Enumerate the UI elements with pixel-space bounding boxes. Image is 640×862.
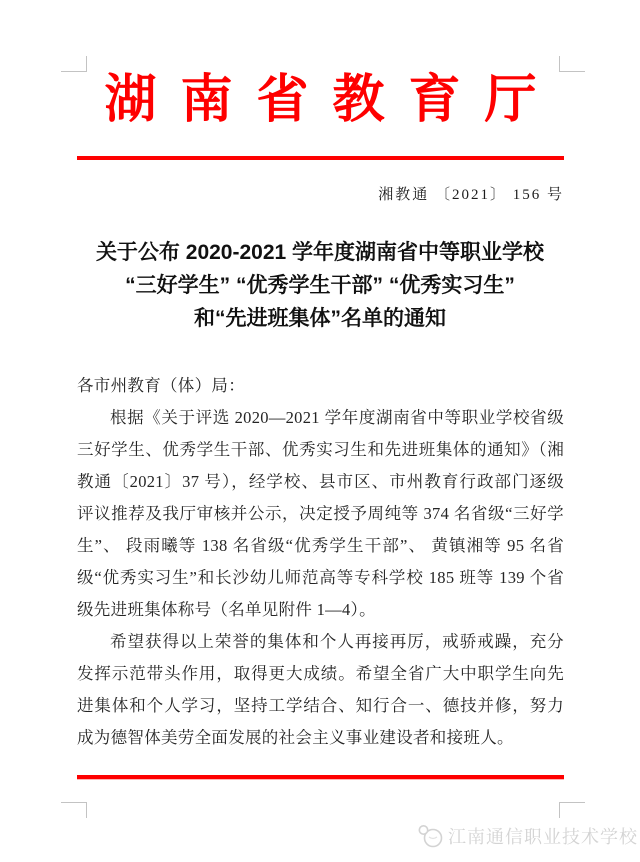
agency-name: 湖南省教育厅 (104, 72, 561, 129)
paragraph-1-line: 生”、 段雨曦等 138 名省级“优秀学生干部”、 黄镇湘等 95 名省 (77, 536, 564, 555)
title-line-3: 和“先进班集体”名单的通知 (194, 307, 446, 330)
watermark-footer (417, 823, 638, 849)
paragraph-1-line: 教通〔2021〕37 号），经学校、县市区、市州教育行政部门逐级 (77, 472, 564, 491)
crop-mark-bottom-right (559, 802, 585, 818)
crop-mark-bottom-left (61, 802, 87, 818)
paragraph-1-line: 级先进班集体称号（名单见附件 1—4）。 (77, 600, 376, 619)
title-line-2: “三好学生” “优秀学生干部” “优秀实习生” (125, 274, 515, 297)
notice-body (77, 370, 564, 754)
salutation: 各市州教育（体）局： (77, 376, 245, 395)
title-line-1: 关于公布 2020-2021 学年度湖南省中等职业学校 (95, 241, 545, 264)
notice-title (50, 236, 590, 335)
header-separator-rule (77, 156, 564, 160)
school-logo-icon (417, 823, 443, 849)
paragraph-2-line: 发挥示范带头作用，取得更大成绩。希望全省广大中职学生向先 (77, 664, 564, 683)
paragraph-1-line: 三好学生、优秀学生干部、优秀实习生和先进班集体的通知》（湘 (77, 440, 564, 459)
footer-separator-rule (77, 775, 564, 779)
paragraph-2-line: 进集体和个人学习，坚持工学结合、知行合一、德技并修，努力 (77, 696, 564, 715)
paragraph-2-line: 成为德智体美劳全面发展的社会主义事业建设者和接班人。 (77, 728, 514, 747)
paragraph-1-line: 根据《关于评选 2020—2021 学年度湖南省中等职业学校省级 (110, 408, 564, 427)
paragraph-2-line: 希望获得以上荣誉的集体和个人再接再厉，戒骄戒躁，充分 (110, 632, 564, 651)
paragraph-1-line: 评议推荐及我厅审核并公示，决定授予周纯等 374 名省级“三好学 (77, 504, 564, 523)
document-number: 湘教通 〔2021〕 156 号 (378, 187, 564, 203)
watermark-text: 江南通信职业技术学校 (448, 827, 638, 847)
paragraph-1-line: 级“优秀实习生”和长沙幼儿师范高等专科学校 185 班等 139 个省 (77, 568, 564, 587)
